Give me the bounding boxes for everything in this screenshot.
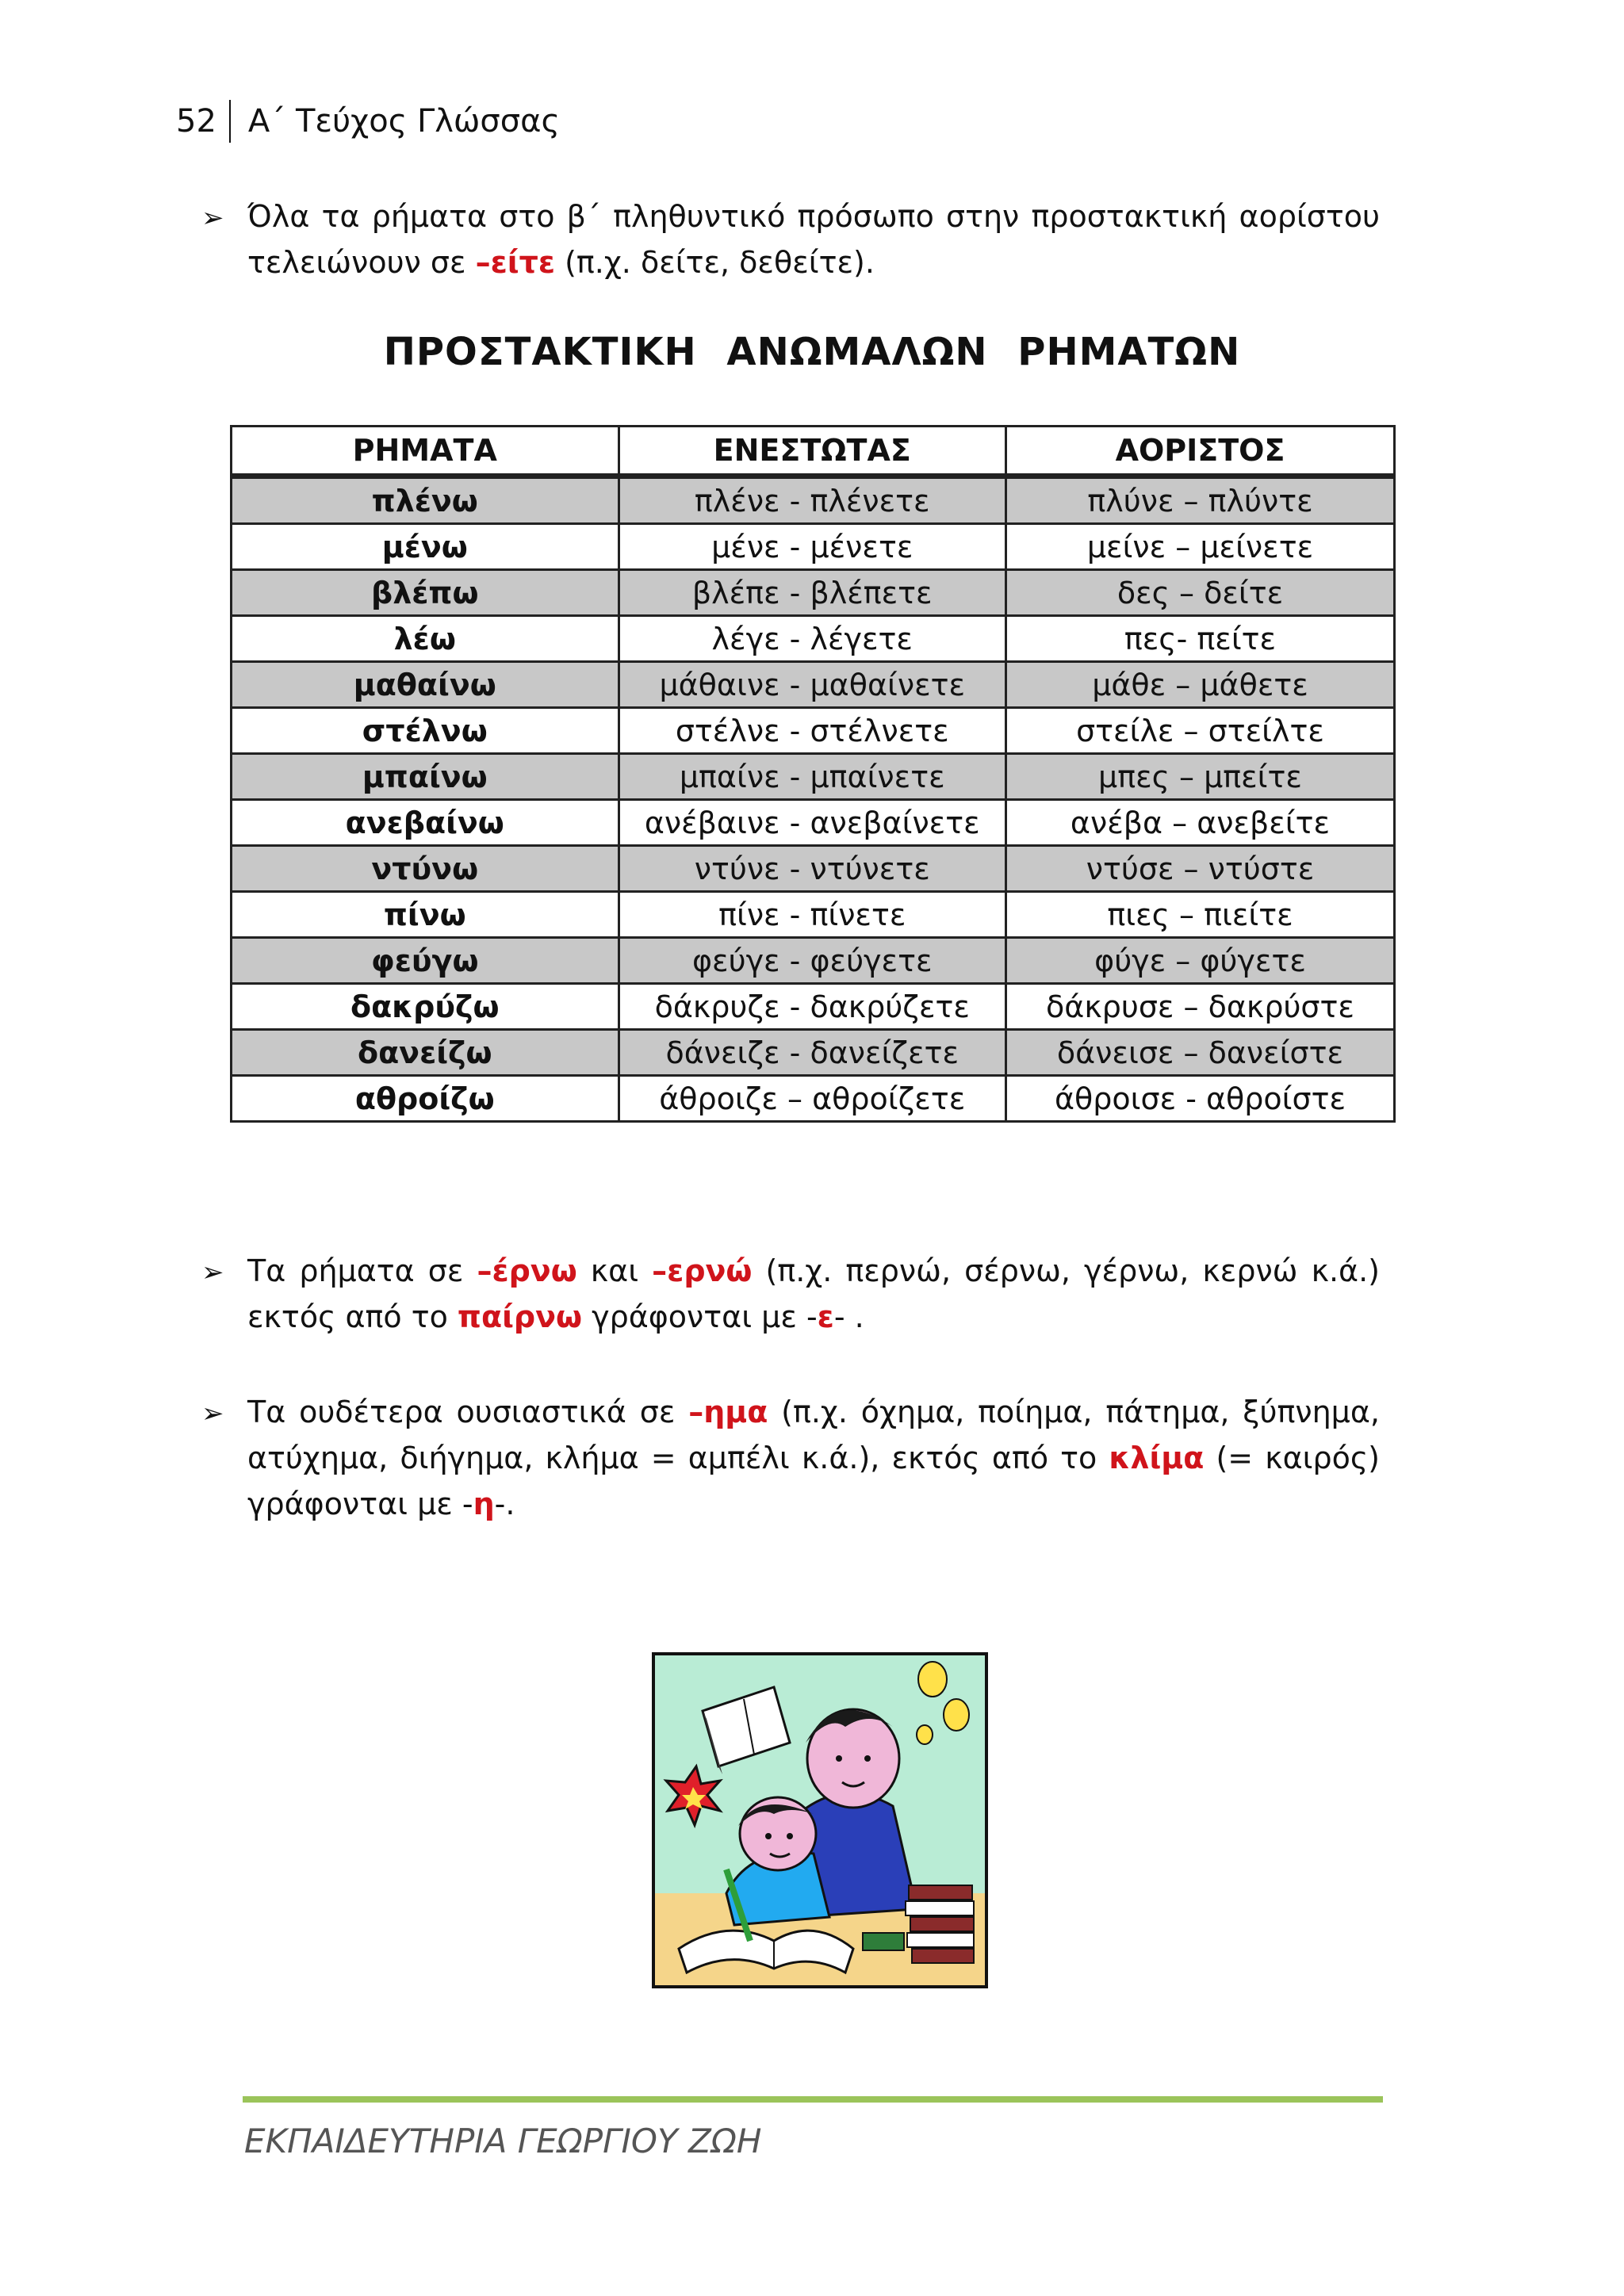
bullet-arrow-icon: ➢ — [201, 1398, 224, 1429]
bullet-arrow-icon: ➢ — [201, 202, 224, 234]
table-row — [232, 846, 1395, 892]
rule-bullet-3 — [201, 1389, 1381, 1527]
present-imperative-cell: δάκρυζε - δακρύζετε — [619, 984, 1006, 1030]
column-header-present: ΕΝΕΣΤΩΤΑΣ — [619, 427, 1006, 476]
aorist-imperative-cell: στείλε – στείλτε — [1006, 708, 1395, 754]
table-row — [232, 1076, 1395, 1122]
table-row — [232, 938, 1395, 984]
aorist-imperative-cell: μπες – μπείτε — [1006, 754, 1395, 800]
table-row — [232, 754, 1395, 800]
present-imperative-cell: βλέπε - βλέπετε — [619, 570, 1006, 616]
aorist-imperative-cell: ντύσε – ντύστε — [1006, 846, 1395, 892]
aorist-imperative-cell: πλύνε – πλύντε — [1006, 476, 1395, 524]
verb-cell: φεύγω — [232, 938, 619, 984]
verb-cell: πλένω — [232, 476, 619, 524]
present-imperative-cell: ντύνε - ντύνετε — [619, 846, 1006, 892]
verb-cell: ανεβαίνω — [232, 800, 619, 846]
rule-text-1: Όλα τα ρήματα στο β΄ πληθυντικό πρόσωπο στην προστακτική αορίστου τελειώνουν σε –είτε (π.χ. δείτε, δεθείτε). — [247, 199, 1380, 280]
rule-text-2: Τα ρήματα σε –έρνω και –ερνώ (π.χ. περνώ, σέρνω, γέρνω, κερνώ κ.ά.) εκτός από το παίρνω γράφονται με -ε- . — [247, 1253, 1381, 1334]
table-row — [232, 662, 1395, 708]
present-imperative-cell: πίνε - πίνετε — [619, 892, 1006, 938]
page-number: 52 — [176, 103, 216, 140]
aorist-imperative-cell: δάκρυσε – δακρύστε — [1006, 984, 1395, 1030]
header-divider — [229, 100, 231, 143]
aorist-imperative-cell: μείνε – μείνετε — [1006, 524, 1395, 570]
teacher-student-illustration — [652, 1652, 988, 1988]
present-imperative-cell: μάθαινε - μαθαίνετε — [619, 662, 1006, 708]
table-row — [232, 1030, 1395, 1076]
rule-text-3: Τα ουδέτερα ουσιαστικά σε –ημα (π.χ. όχημα, ποίημα, πάτημα, ξύπνημα, ατύχημα, διήγημα, κλήμα = αμπέλι κ.ά.), εκτός από το κλίμα (= καιρός) γράφονται με -η-. — [247, 1395, 1381, 1521]
footer-school-name: ΕΚΠΑΙΔΕΥΤΗΡΙΑ ΓΕΩΡΓΙΟΥ ΖΩΗ — [244, 2122, 762, 2160]
footer-divider — [243, 2096, 1383, 2103]
verb-cell: δανείζω — [232, 1030, 619, 1076]
verb-cell: μαθαίνω — [232, 662, 619, 708]
present-imperative-cell: μπαίνε - μπαίνετε — [619, 754, 1006, 800]
section-title: ΠΡΟΣΤΑΚΤΙΚΗ ΑΝΩΜΑΛΩΝ ΡΗΜΑΤΩΝ — [383, 330, 1241, 374]
present-imperative-cell: μένε - μένετε — [619, 524, 1006, 570]
verb-cell: μένω — [232, 524, 619, 570]
aorist-imperative-cell: πιες – πιείτε — [1006, 892, 1395, 938]
aorist-imperative-cell: πες- πείτε — [1006, 616, 1395, 662]
bullet-arrow-icon: ➢ — [201, 1257, 224, 1288]
column-header-aorist: ΑΟΡΙΣΤΟΣ — [1006, 427, 1395, 476]
verb-cell: ντύνω — [232, 846, 619, 892]
teacher-helping-student-icon — [655, 1655, 985, 1985]
verb-cell: αθροίζω — [232, 1076, 619, 1122]
table-row — [232, 570, 1395, 616]
aorist-imperative-cell: φύγε – φύγετε — [1006, 938, 1395, 984]
table-row — [232, 616, 1395, 662]
verb-cell: βλέπω — [232, 570, 619, 616]
present-imperative-cell: άθροιζε – αθροίζετε — [619, 1076, 1006, 1122]
column-header-verbs: ΡΗΜΑΤΑ — [232, 427, 619, 476]
aorist-imperative-cell: ανέβα – ανεβείτε — [1006, 800, 1395, 846]
present-imperative-cell: πλένε - πλένετε — [619, 476, 1006, 524]
aorist-imperative-cell: άθροισε - αθροίστε — [1006, 1076, 1395, 1122]
present-imperative-cell: ανέβαινε - ανεβαίνετε — [619, 800, 1006, 846]
aorist-imperative-cell: μάθε – μάθετε — [1006, 662, 1395, 708]
aorist-imperative-cell: δες – δείτε — [1006, 570, 1395, 616]
verb-cell: λέω — [232, 616, 619, 662]
page-header — [176, 100, 560, 143]
irregular-verbs-table — [230, 425, 1396, 1123]
header-title: Α΄ Τεύχος Γλώσσας — [247, 103, 560, 140]
aorist-imperative-cell: δάνεισε – δανείστε — [1006, 1030, 1395, 1076]
verb-cell: πίνω — [232, 892, 619, 938]
verb-cell: μπαίνω — [232, 754, 619, 800]
table-row — [232, 892, 1395, 938]
present-imperative-cell: δάνειζε - δανείζετε — [619, 1030, 1006, 1076]
present-imperative-cell: στέλνε - στέλνετε — [619, 708, 1006, 754]
table-row — [232, 524, 1395, 570]
table-row — [232, 476, 1395, 524]
verb-cell: δακρύζω — [232, 984, 619, 1030]
table-row — [232, 800, 1395, 846]
present-imperative-cell: λέγε - λέγετε — [619, 616, 1006, 662]
verb-cell: στέλνω — [232, 708, 619, 754]
table-row — [232, 984, 1395, 1030]
present-imperative-cell: φεύγε - φεύγετε — [619, 938, 1006, 984]
rule-bullet-1 — [201, 193, 1380, 285]
table-row — [232, 708, 1395, 754]
rule-bullet-2 — [201, 1248, 1381, 1340]
table-header-row — [232, 427, 1395, 476]
